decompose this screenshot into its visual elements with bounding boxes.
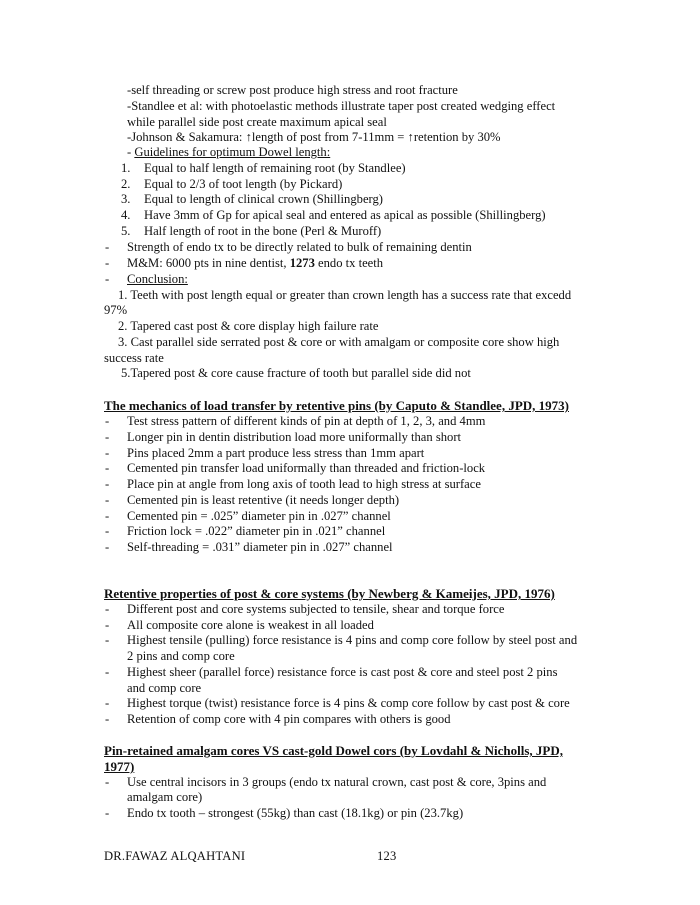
- bullet-text: Strength of endo tx to be directly related to bulk of remaining dentin: [127, 240, 472, 254]
- list-item: [121, 192, 383, 208]
- dash-bullet: -: [105, 446, 110, 460]
- guidelines-header: [127, 145, 330, 161]
- list-number: 1.: [121, 161, 131, 175]
- section-heading-continuation: 1977): [104, 759, 135, 774]
- conclusion-line: 3. Cast parallel side serrated post & core or with amalgam or composite core show high: [118, 335, 560, 349]
- bullet-text: Cemented pin = .025” diameter pin in .027” channel: [127, 509, 391, 523]
- bullet-item: [105, 430, 462, 446]
- bullet-text: Endo tx tooth – strongest (55kg) than cast (18.1kg) or pin (23.7kg): [127, 806, 464, 820]
- bullet-item: [105, 602, 505, 618]
- mm-count: 1273: [289, 256, 315, 270]
- dash-bullet: -: [105, 602, 110, 616]
- dash-bullet: -: [105, 696, 110, 710]
- bullet-item: [105, 446, 425, 462]
- dash-bullet: -: [105, 256, 110, 270]
- dash-bullet: -: [105, 477, 110, 491]
- bullet-text: Retention of comp core with 4 pin compares with others is good: [127, 712, 451, 726]
- body-text-line: -Standlee et al: with photoelastic methods illustrate taper post created wedging effect: [127, 99, 556, 113]
- list-item: [121, 177, 343, 193]
- bullet-item: [105, 461, 486, 477]
- dash-bullet: -: [105, 430, 110, 444]
- bullet-item: [105, 665, 558, 681]
- list-text: Equal to length of clinical crown (Shillingberg): [144, 192, 383, 206]
- bullet-continuation: 2 pins and comp core: [127, 649, 235, 663]
- bullet-continuation: amalgam core): [127, 790, 203, 804]
- dash-bullet: -: [105, 509, 110, 523]
- bullet-text: Friction lock = .022” diameter pin in .021” channel: [127, 524, 386, 538]
- page-number: 123: [377, 849, 397, 863]
- bullet-text: Highest torque (twist) resistance force is 4 pins & comp core follow by cast post & core: [127, 696, 570, 710]
- dash-bullet: -: [105, 806, 110, 820]
- bullet-text: Pins placed 2mm a part produce less stress than 1mm apart: [127, 446, 425, 460]
- bullet-text: Use central incisors in 3 groups (endo tx natural crown, cast post & core, 3pins and: [127, 775, 547, 789]
- body-text-line: while parallel side post create maximum apical seal: [127, 115, 387, 129]
- dash-bullet: -: [105, 712, 110, 726]
- dash-bullet: -: [105, 524, 110, 538]
- dash-bullet: -: [105, 272, 110, 286]
- list-text: Equal to 2/3 of toot length (by Pickard): [144, 177, 343, 191]
- bullet-text: Self-threading = .031” diameter pin in .027” channel: [127, 540, 393, 554]
- bullet-item: [105, 806, 464, 822]
- conclusion-line: success rate: [104, 351, 164, 365]
- dash-bullet: -: [105, 618, 110, 632]
- bullet-item: [105, 524, 386, 540]
- footer-author: DR.FAWAZ ALQAHTANI: [104, 849, 246, 863]
- body-text-line: -Johnson & Sakamura: ↑length of post from 7-11mm = ↑retention by 30%: [127, 130, 501, 144]
- section-heading: Retentive properties of post & core systems (by Newberg & Kameijes, JPD, 1976): [104, 586, 555, 601]
- list-text: Half length of root in the bone (Perl & Muroff): [144, 224, 382, 238]
- bullet-item: [105, 618, 374, 634]
- list-item: [121, 208, 546, 224]
- bullet-text: Different post and core systems subjected to tensile, shear and torque force: [127, 602, 505, 616]
- bullet-item: [105, 256, 384, 272]
- bullet-continuation: and comp core: [127, 681, 202, 695]
- conclusion-title: Conclusion:: [127, 272, 188, 286]
- section-heading: Pin-retained amalgam cores VS cast-gold Dowel cors (by Lovdahl & Nicholls, JPD,: [104, 743, 563, 758]
- mm-prefix: M&M: 6000 pts in nine dentist,: [127, 256, 290, 270]
- dash-bullet: -: [105, 540, 110, 554]
- guidelines-title: Guidelines for optimum Dowel length:: [134, 145, 331, 159]
- bullet-item: [105, 775, 547, 791]
- bullet-item: [105, 540, 393, 556]
- bullet-text: Test stress pattern of different kinds of pin at depth of 1, 2, 3, and 4mm: [127, 414, 486, 428]
- conclusion-line: 2. Tapered cast post & core display high failure rate: [118, 319, 379, 333]
- bullet-item: [105, 272, 188, 288]
- bullet-item: [105, 240, 472, 256]
- dash-bullet: -: [105, 461, 110, 475]
- bullet-text: Highest sheer (parallel force) resistance force is cast post & core and steel post 2 pins: [127, 665, 558, 679]
- body-text-line: -self threading or screw post produce high stress and root fracture: [127, 83, 458, 97]
- bullet-text: Highest tensile (pulling) force resistance is 4 pins and comp core follow by steel post and: [127, 633, 578, 647]
- bullet-item: [105, 696, 570, 712]
- mm-suffix: endo tx teeth: [314, 256, 384, 270]
- dash-bullet: -: [105, 493, 110, 507]
- dash-bullet: -: [105, 665, 110, 679]
- conclusion-line: 5.Tapered post & core cause fracture of tooth but parallel side did not: [121, 366, 471, 380]
- bullet-item: [105, 493, 400, 509]
- list-number: 4.: [121, 208, 131, 222]
- bullet-text: Cemented pin is least retentive (it needs longer depth): [127, 493, 400, 507]
- conclusion-line: 97%: [104, 303, 128, 317]
- bullet-text: All composite core alone is weakest in all loaded: [127, 618, 374, 632]
- bullet-text: Place pin at angle from long axis of tooth lead to high stress at surface: [127, 477, 481, 491]
- dash-bullet: -: [105, 414, 110, 428]
- guidelines-prefix: -: [127, 145, 135, 159]
- list-number: 5.: [121, 224, 131, 238]
- conclusion-line: 1. Teeth with post length equal or greater than crown length has a success rate that excedd: [118, 288, 572, 302]
- bullet-text: Longer pin in dentin distribution load more uniformally than short: [127, 430, 462, 444]
- bullet-item: [105, 712, 451, 728]
- bullet-item: [105, 414, 486, 430]
- bullet-item: [105, 633, 578, 649]
- list-number: 3.: [121, 192, 131, 206]
- dash-bullet: -: [105, 775, 110, 789]
- section-heading: The mechanics of load transfer by retentive pins (by Caputo & Standlee, JPD, 1973): [104, 398, 569, 413]
- bullet-text: [127, 256, 383, 272]
- bullet-text: Cemented pin transfer load uniformally than threaded and friction-lock: [127, 461, 486, 475]
- list-item: [121, 161, 406, 177]
- dash-bullet: -: [105, 633, 110, 647]
- list-text: Have 3mm of Gp for apical seal and entered as apical as possible (Shillingberg): [144, 208, 546, 222]
- bullet-item: [105, 509, 391, 525]
- bullet-item: [105, 477, 481, 493]
- list-item: [121, 224, 382, 240]
- list-text: Equal to half length of remaining root (by Standlee): [144, 161, 406, 175]
- dash-bullet: -: [105, 240, 110, 254]
- list-number: 2.: [121, 177, 131, 191]
